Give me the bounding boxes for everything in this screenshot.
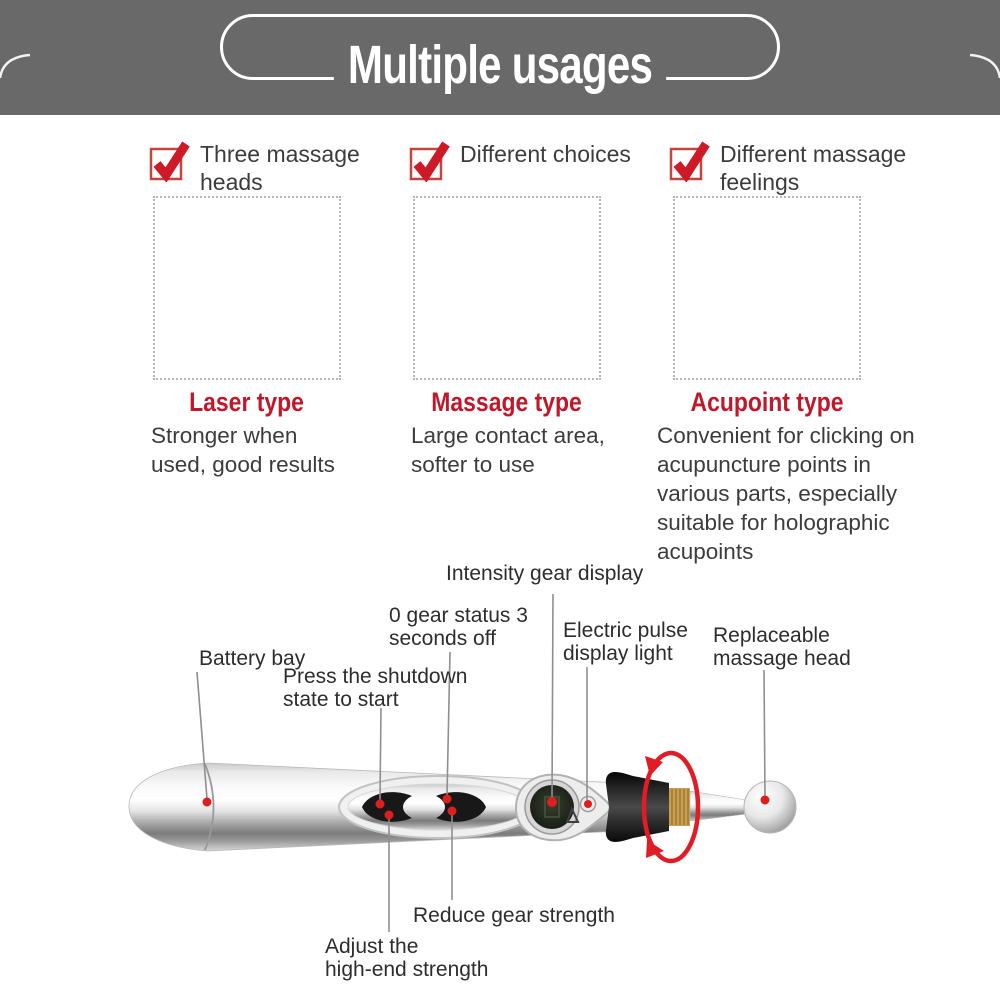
head-collar bbox=[606, 772, 669, 842]
feature-3-heading-line2: feelings bbox=[720, 169, 800, 195]
feature-1-description: Stronger when used, good results bbox=[151, 423, 335, 477]
feature-1-heading-line1: Three massage bbox=[200, 141, 360, 167]
feature-3-image-box bbox=[673, 196, 861, 380]
label-intensity-gear-display: Intensity gear display bbox=[446, 562, 644, 585]
feature-1-image-box bbox=[153, 196, 341, 380]
label-zero-gear-status: 0 gear status 3 seconds off bbox=[389, 604, 528, 650]
feature-1-header bbox=[148, 136, 360, 196]
feature-2-heading-line1: Different choices bbox=[460, 141, 631, 167]
feature-3-type-label: Acupoint type bbox=[690, 387, 844, 417]
label-reduce-gear-strength: Reduce gear strength bbox=[413, 904, 615, 927]
label-replaceable-head: Replaceable massage head bbox=[713, 624, 851, 670]
ball-massage-head bbox=[744, 781, 796, 833]
feature-1-heading-line2: heads bbox=[200, 169, 263, 195]
red-checkbox-icon bbox=[148, 136, 192, 182]
label-battery-bay: Battery bay bbox=[199, 647, 306, 670]
feature-3-description: Convenient for clicking on acupuncture points in various parts, especially suitable for holographic acupoints bbox=[657, 423, 915, 564]
threaded-ring bbox=[669, 788, 690, 826]
feature-2-header bbox=[408, 136, 631, 182]
feature-3-header bbox=[668, 136, 906, 196]
feature-2-description: Large contact area, softer to use bbox=[411, 423, 605, 477]
label-adjust-high-end-strength: Adjust the high-end strength bbox=[325, 935, 489, 981]
label-press-shutdown: Press the shutdown state to start bbox=[283, 665, 468, 711]
label-electric-pulse-light: Electric pulse display light bbox=[563, 619, 688, 665]
page-title: Multiple usages bbox=[0, 36, 1000, 94]
feature-2-type-label: Massage type bbox=[431, 387, 583, 417]
red-checkbox-icon bbox=[668, 136, 712, 182]
feature-2-image-box bbox=[413, 196, 601, 380]
feature-1-type-label: Laser type bbox=[189, 387, 305, 417]
feature-3-heading-line1: Different massage bbox=[720, 141, 907, 167]
red-checkbox-icon bbox=[408, 136, 452, 182]
